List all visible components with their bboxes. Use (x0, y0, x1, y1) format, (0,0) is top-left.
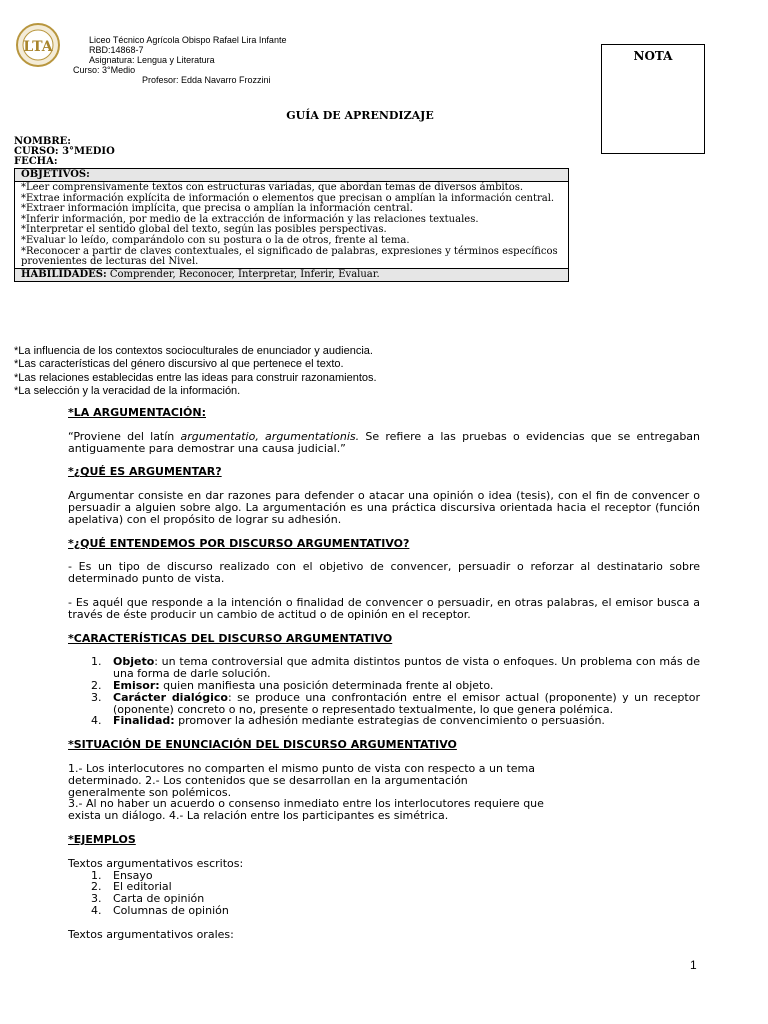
objective-item: *Inferir información, por medio de la extracción de información y las relaciones textuales. (21, 213, 479, 225)
skills-text: Comprender, Reconocer, Interpretar, Inferir, Evaluar. (106, 268, 380, 280)
list-item: 2. El editorial (91, 880, 172, 894)
course-label: CURSO: 3°MEDIO (14, 146, 115, 157)
section-heading-argumentacion: *LA ARGUMENTACIÓN: (68, 406, 206, 419)
skills-label: HABILIDADES: (21, 268, 107, 280)
objective-item: *Extrae información explícita de información o elementos que precisan o amplían la información central. (21, 192, 555, 204)
focus-item: *La influencia de los contextos socioculturales de enunciador y audiencia. (14, 345, 373, 357)
objective-item: *Reconocer a partir de claves contextuales, el significado de palabras, expresiones y términos específicos provenientes de lecturas del Nivel. (21, 245, 558, 268)
name-label: NOMBRE: (14, 136, 71, 147)
grade-box[interactable] (601, 44, 705, 154)
grade-label: NOTA (633, 49, 673, 63)
list-item: 3. Carta de opinión (91, 892, 205, 906)
situacion-text: 1.- Los interlocutores no comparten el mismo punto de vista con respecto a un tema determinado. 2.- Los contenidos que se desarrollan en la argumentación generalmente son polémicos. 3.- Al no haber un acuerdo o consenso inmediato entre los interlocutores requiere que exista un diálogo. 4.- La relación entre los participantes es simétrica. (68, 761, 544, 823)
written-list (68, 870, 700, 917)
subject: Asignatura: Lengua y Literatura (89, 55, 215, 65)
list-item: 4. Finalidad: promover la adhesión mediante estrategias de convencimiento o persuasión. (91, 714, 605, 728)
section-heading-que-es: *¿QUÉ ES ARGUMENTAR? (68, 465, 222, 479)
page-title: GUÍA DE APRENDIZAJE (286, 109, 434, 122)
list-item: 2. Emisor: quien manifiesta una posición determinada frente al objeto. (91, 678, 494, 692)
objectives-heading: OBJETIVOS: (15, 169, 568, 182)
focus-list (14, 345, 377, 398)
teacher: Profesor: Edda Navarro Frozzini (142, 75, 271, 85)
focus-item: *Las características del género discursivo al que pertenece el texto. (14, 358, 344, 371)
section-heading-caracteristicas: *CARACTERÍSTICAS DEL DISCURSO ARGUMENTATIVO (68, 631, 393, 645)
objectives-list (15, 182, 568, 268)
characteristics-list (68, 656, 700, 727)
objectives-table (14, 168, 569, 282)
main-content (68, 407, 700, 941)
objective-item: *Interpretar el sentido global del texto, según las posibles perspectivas. (21, 224, 387, 236)
list-item: 4. Columnas de opinión (91, 903, 229, 917)
objective-item: *Extraer información implícita, que precisa o amplían la información central. (21, 203, 413, 215)
discurso-text-2: - Es aquél que responde a la intención o finalidad de convencer o persuadir, en otras palabras, el emisor busca a través de éste producir un cambio de actitud o de opinión en el receptor. (68, 595, 700, 621)
section-heading-discurso: *¿QUÉ ENTENDEMOS POR DISCURSO ARGUMENTATIVO? (68, 536, 410, 550)
list-item: 3. Carácter dialógico: se produce una confrontación entre el emisor actual (proponente) y un receptor (oponente) concreto o no, presente o representado textualmente, lo que genera polémica. (91, 690, 700, 716)
objective-item: *Evaluar lo leído, comparándolo con su postura o la de otros, frente al tema. (21, 234, 410, 246)
written-label: Textos argumentativos escritos: (68, 856, 244, 870)
section-heading-situacion: *SITUACIÓN DE ENUNCIACIÓN DEL DISCURSO ARGUMENTATIVO (68, 738, 457, 752)
page-number: 1 (690, 958, 697, 972)
que-es-text: Argumentar consiste en dar razones para defender o atacar una opinión o idea (tesis), con el fin de convencer o persuadir a alguien sobre algo. La argumentación es una práctica discursiva orientada hacia el receptor (función apelativa) con el propósito de lograr su adhesión. (68, 489, 700, 526)
skills-row (15, 268, 568, 281)
oral-label: Textos argumentativos orales: (68, 927, 234, 941)
school-logo (14, 22, 76, 68)
discurso-text-1: - Es un tipo de discurso realizado con el objetivo de convencer, persuadir o reforzar al destinatario sobre determinado punto de vista. (68, 560, 700, 586)
rbd: RBD:14868-7 (89, 45, 144, 55)
school-name: Liceo Técnico Agrícola Obispo Rafael Lira Infante (89, 35, 287, 45)
course-header: Curso: 3°Medio (73, 65, 136, 75)
date-label: FECHA: (14, 156, 58, 167)
focus-item: *La selección y la veracidad de la información. (14, 384, 241, 397)
argumentacion-text: “Proviene del latín argumentatio, argumentationis. Se refiere a las pruebas o evidencias que se entregaban antiguamente para demostrar una causa judicial.” (68, 429, 701, 455)
objective-item: *Leer comprensivamente textos con estructuras variadas, que abordan temas de diversos ámbitos. (21, 182, 524, 193)
list-item: 1. Objeto: un tema controversial que admita distintos puntos de vista o enfoques. Un problema con más de una forma de darle solución. (91, 655, 700, 681)
focus-item: *Las relaciones establecidas entre las ideas para construir razonamientos. (14, 371, 377, 384)
section-heading-ejemplos: *EJEMPLOS (68, 832, 136, 846)
list-item: 1. Ensayo (91, 868, 153, 882)
logo-letters: LTA (23, 39, 53, 55)
